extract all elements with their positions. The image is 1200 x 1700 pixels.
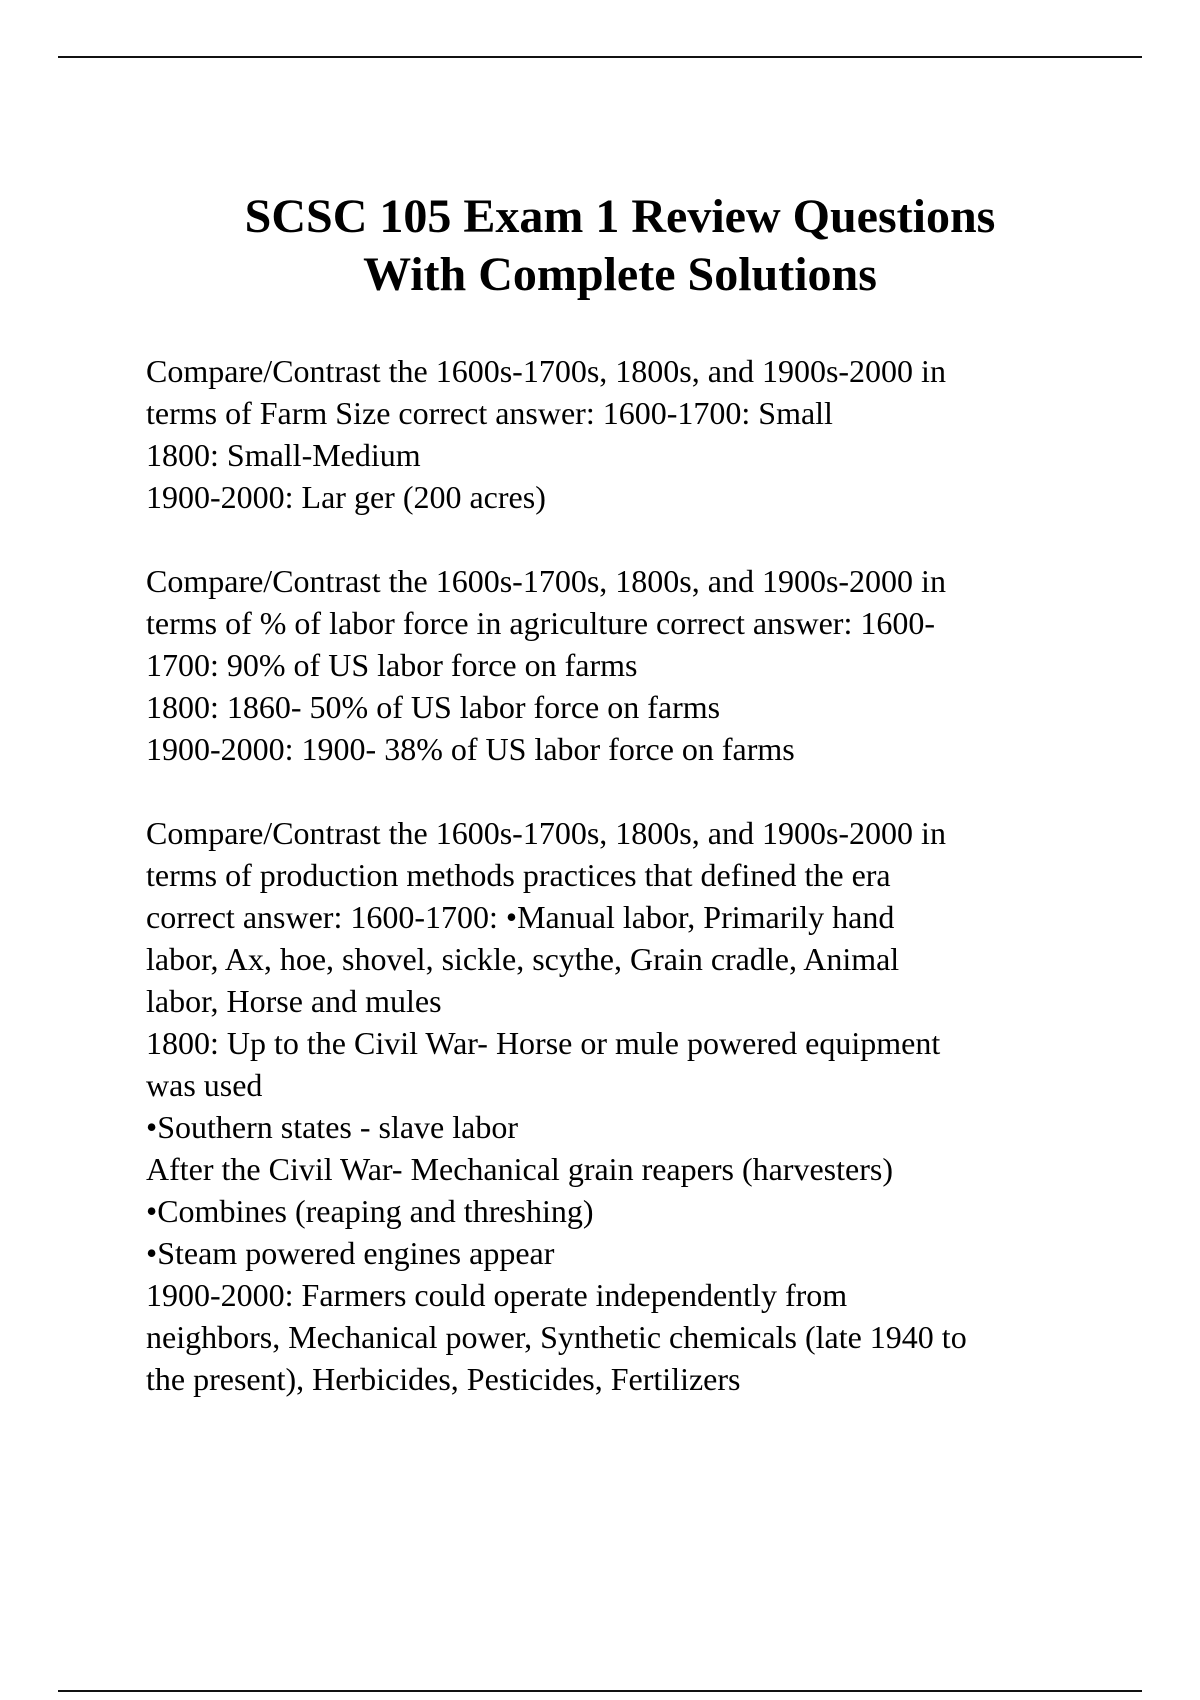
title-line-1: SCSC 105 Exam 1 Review Questions — [244, 190, 996, 243]
bottom-rule — [58, 1690, 1142, 1692]
text-line: 1900-2000: 1900- 38% of US labor force on farms — [146, 731, 795, 767]
text-line: Compare/Contrast the 1600s-1700s, 1800s, and 1900s-2000 in — [146, 815, 946, 851]
text-line: terms of production methods practices that defined the era — [146, 857, 891, 893]
question-block-3 — [146, 812, 1086, 1400]
text-line: 1900-2000: Farmers could operate independently from — [146, 1277, 848, 1313]
text-line: Compare/Contrast the 1600s-1700s, 1800s, and 1900s-2000 in — [146, 353, 946, 389]
text-line: •Southern states - slave labor — [146, 1109, 518, 1145]
text-line: neighbors, Mechanical power, Synthetic chemicals (late 1940 to — [146, 1319, 967, 1355]
text-line: After the Civil War- Mechanical grain reapers (harvesters) — [146, 1151, 893, 1187]
page-title — [100, 188, 1140, 304]
text-line: Compare/Contrast the 1600s-1700s, 1800s, and 1900s-2000 in — [146, 563, 946, 599]
text-line: 1900-2000: Lar ger (200 acres) — [146, 479, 546, 515]
text-line: terms of Farm Size correct answer: 1600-1700: Small — [146, 395, 833, 431]
text-line: labor, Horse and mules — [146, 983, 442, 1019]
text-line: 1800: Up to the Civil War- Horse or mule powered equipment — [146, 1025, 941, 1061]
text-line: •Combines (reaping and threshing) — [146, 1193, 594, 1229]
top-rule — [58, 56, 1142, 58]
text-line: terms of % of labor force in agriculture correct answer: 1600- — [146, 605, 935, 641]
text-line: •Steam powered engines appear — [146, 1235, 555, 1271]
text-line: was used — [146, 1067, 263, 1103]
title-line-2: With Complete Solutions — [363, 248, 877, 301]
text-line: correct answer: 1600-1700: •Manual labor, Primarily hand — [146, 899, 895, 935]
text-line: 1800: 1860- 50% of US labor force on farms — [146, 689, 721, 725]
text-line: labor, Ax, hoe, shovel, sickle, scythe, Grain cradle, Animal — [146, 941, 900, 977]
text-line: 1700: 90% of US labor force on farms — [146, 647, 638, 683]
question-block-1 — [146, 350, 1086, 518]
text-line: 1800: Small-Medium — [146, 437, 421, 473]
question-block-2 — [146, 560, 1086, 770]
text-line: the present), Herbicides, Pesticides, Fertilizers — [146, 1361, 741, 1397]
document-body — [146, 350, 1086, 1442]
